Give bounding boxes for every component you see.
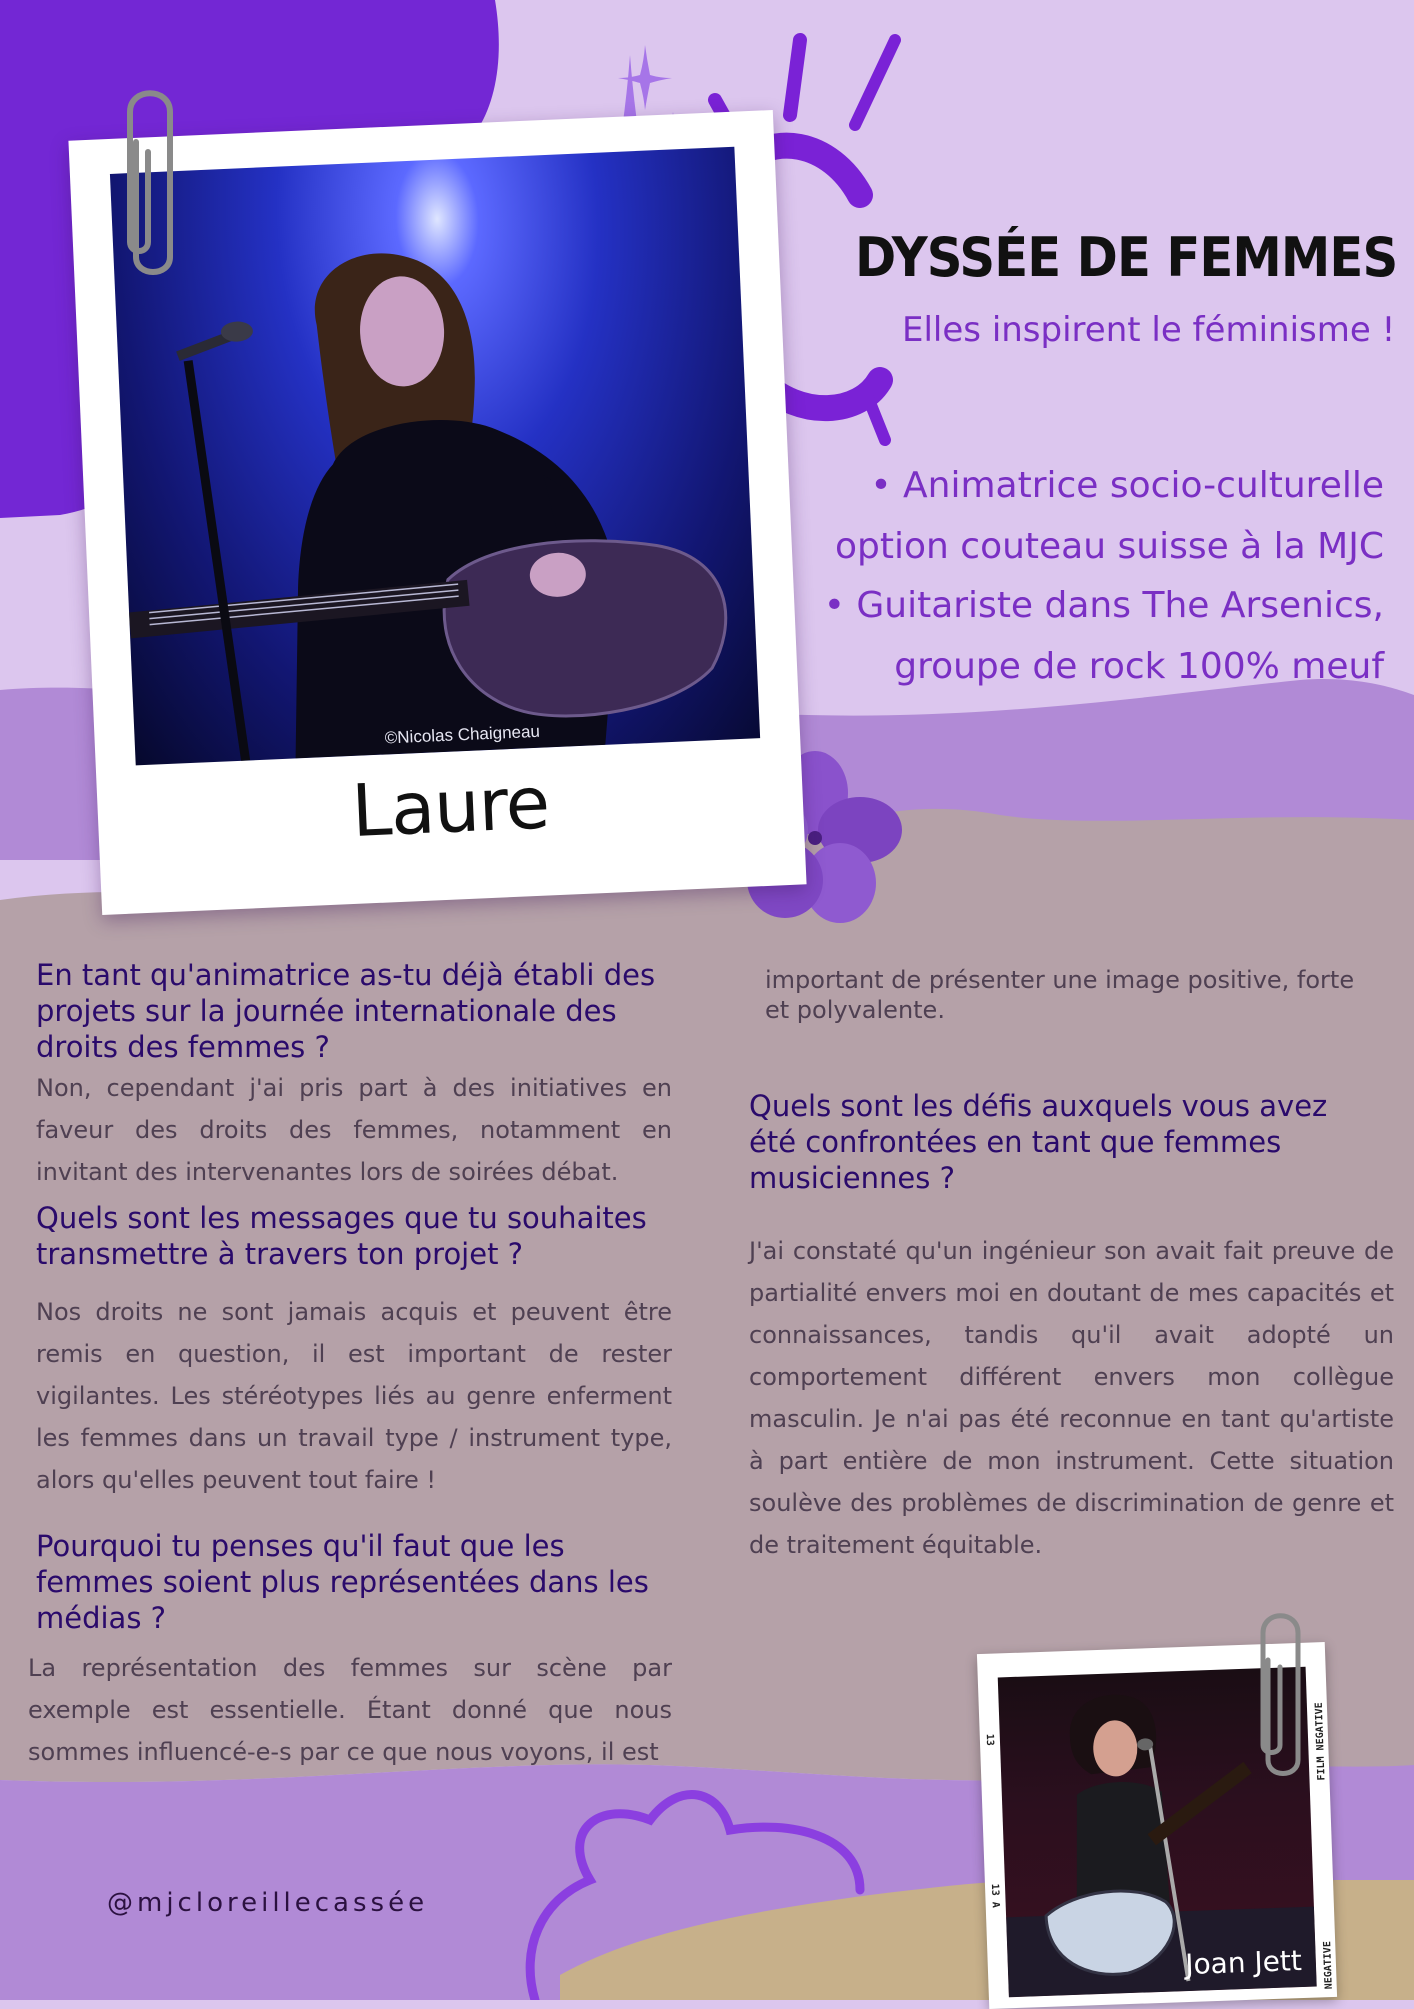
answer-2: Nos droits ne sont jamais acquis et peuvent être remis en question, il est important de rester vigilantes. Les stéréotypes liés au genre enferment les femmes dans un travail type / instrument type, alors qu'elles peuvent tout faire ! [36, 1298, 672, 1494]
answer-3: La représentation des femmes sur scène par exemple est essentielle. Étant donné que nous sommes influencé-e-s par ce que nous voyons, il est [28, 1654, 672, 1766]
photo-credit: ©Nicolas Chaigneau [384, 721, 541, 748]
answer-4: J'ai constaté qu'un ingénieur son avait fait preuve de partialité envers moi en doutant de mes capacités et connaissances, tandis qu'il avait adopté un comportement différent envers mon collègue masculin. Je n'ai pas été reconnue en tant qu'artiste à part entière de mon instrument. Cette situation soulève des problèmes de discrimination de genre et de traitement équitable. [749, 1237, 1394, 1559]
answer-3-continued: important de présenter une image positive, forte et polyvalente. [765, 966, 1355, 1024]
film-label: NEGATIVE [1322, 1940, 1335, 1990]
question-2: Quels sont les messages que tu souhaites transmettre à travers ton projet ? [36, 1201, 647, 1271]
bio-line: option couteau suisse à la MJC [835, 526, 1384, 567]
bio-line: groupe de rock 100% meuf [894, 646, 1384, 687]
frame-number: 13 [983, 1733, 996, 1747]
guitarist-illustration [110, 147, 760, 766]
question-4: Quels sont les défis auxquels vous avez été confrontées en tant que femmes musiciennes ? [749, 1089, 1328, 1195]
question-3: Pourquoi tu penses qu'il faut que les femmes soient plus représentées dans les médias ? [36, 1529, 649, 1635]
page-title: DYSSÉE DE FEMMES [855, 226, 1398, 289]
social-handle: @mjcloreillecassée [107, 1888, 429, 1918]
frame-number: 13 A [988, 1883, 1001, 1908]
main-photo [110, 147, 760, 766]
question-1: En tant qu'animatrice as-tu déjà établi des projets sur la journée internationale des droits des femmes ? [36, 958, 656, 1064]
bio-line: • Guitariste dans The Arsenics, [823, 585, 1384, 626]
paperclip-icon [1253, 1605, 1313, 1790]
answer-1: Non, cependant j'ai pris part à des initiatives en faveur des droits des femmes, notamment en invitant des intervenantes lors de soirées débat. [36, 1074, 672, 1186]
paperclip-icon [118, 82, 188, 292]
film-label: FILM NEGATIVE [1313, 1702, 1328, 1781]
page-subtitle: Elles inspirent le féminisme ! [902, 310, 1396, 350]
photo-caption: Laure [350, 760, 551, 853]
bio-line: • Animatrice socio-culturelle [870, 465, 1384, 506]
small-photo-caption: Joan Jett [1184, 1944, 1303, 1982]
